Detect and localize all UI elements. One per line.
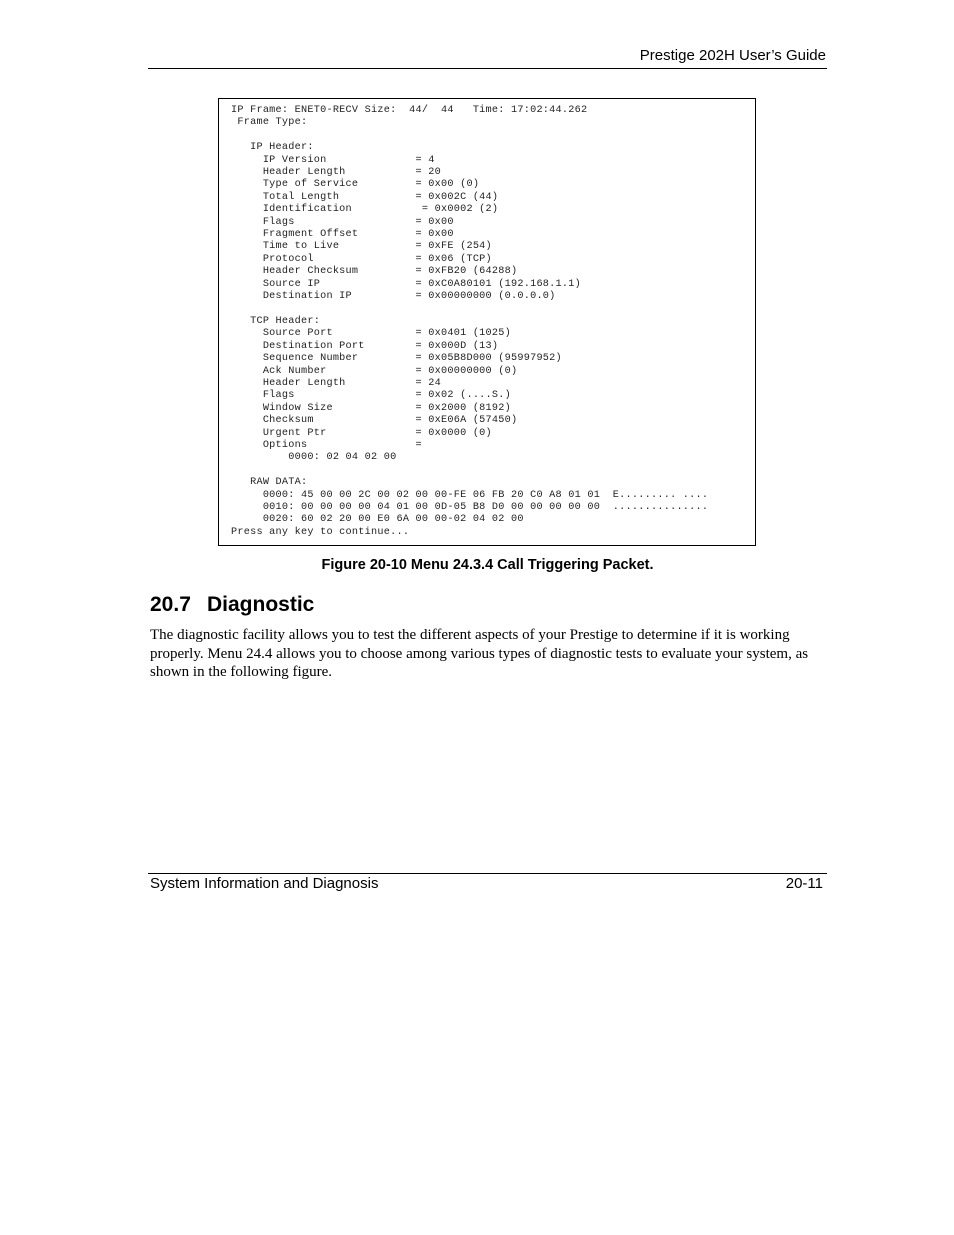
footer-page-number: 20-11 — [785, 875, 823, 892]
section-title: Diagnostic — [207, 593, 315, 616]
terminal-output: IP Frame: ENET0-RECV Size: 44/ 44 Time: 17:02:44.262 Frame Type: IP Header: IP Version = 4 Header Length = 20 Type of Service = 0x00 (0) Total Length = 0x002C (44) Identification = 0x0002 (2) Flags = 0x00 Fragment Offset = 0x00 Time to Live = 0xFE (254) Protocol = 0x06 (TCP) Header Checksum = 0xFB20 (64288) Source IP = 0xC0A80101 (192.168.1.1) Destination IP = 0x00000000 (0.0.0.0) TCP Header: Source Port = 0x0401 (1025) Destination Port = 0x000D (13) Sequence Number = 0x05B8D000 (95997952) Ack Number = 0x00000000 (0) Header Length = 24 Flags = 0x02 (....S.) Window Size = 0x2000 (8192) Checksum = 0xE06A (57450) Urgent Ptr = 0x0000 (0) Options = 0000: 02 04 02 00 RAW DATA: 0000: 45 00 00 2C 00 02 00 00-FE 06 FB 20 C0 A8 01 01 E......... .... 0010: 00 00 00 00 04 01 00 0D-05 B8 D0 00 00 00 00 00 ............... 0020: 60 02 20 00 E0 6A 00 00-02 04 02 00 Press any key to continue... — [231, 105, 709, 538]
page-header-title: Prestige 202H User’s Guide — [639, 47, 826, 64]
figure-caption: Figure 20-10 Menu 24.3.4 Call Triggering Packet. — [321, 557, 654, 573]
footer-divider — [148, 873, 827, 874]
section-number: 20.7 — [150, 593, 191, 616]
header-divider — [148, 68, 827, 69]
footer-chapter-title: System Information and Diagnosis — [150, 875, 379, 892]
terminal-screen-figure — [218, 98, 756, 546]
section-heading — [150, 592, 314, 618]
section-body-paragraph: The diagnostic facility allows you to test the different aspects of your Prestige to determine if it is working properly. Menu 24.4 allows you to choose among various types of diagnostic tests to evaluate your system, as shown in the following figure. — [150, 627, 809, 680]
